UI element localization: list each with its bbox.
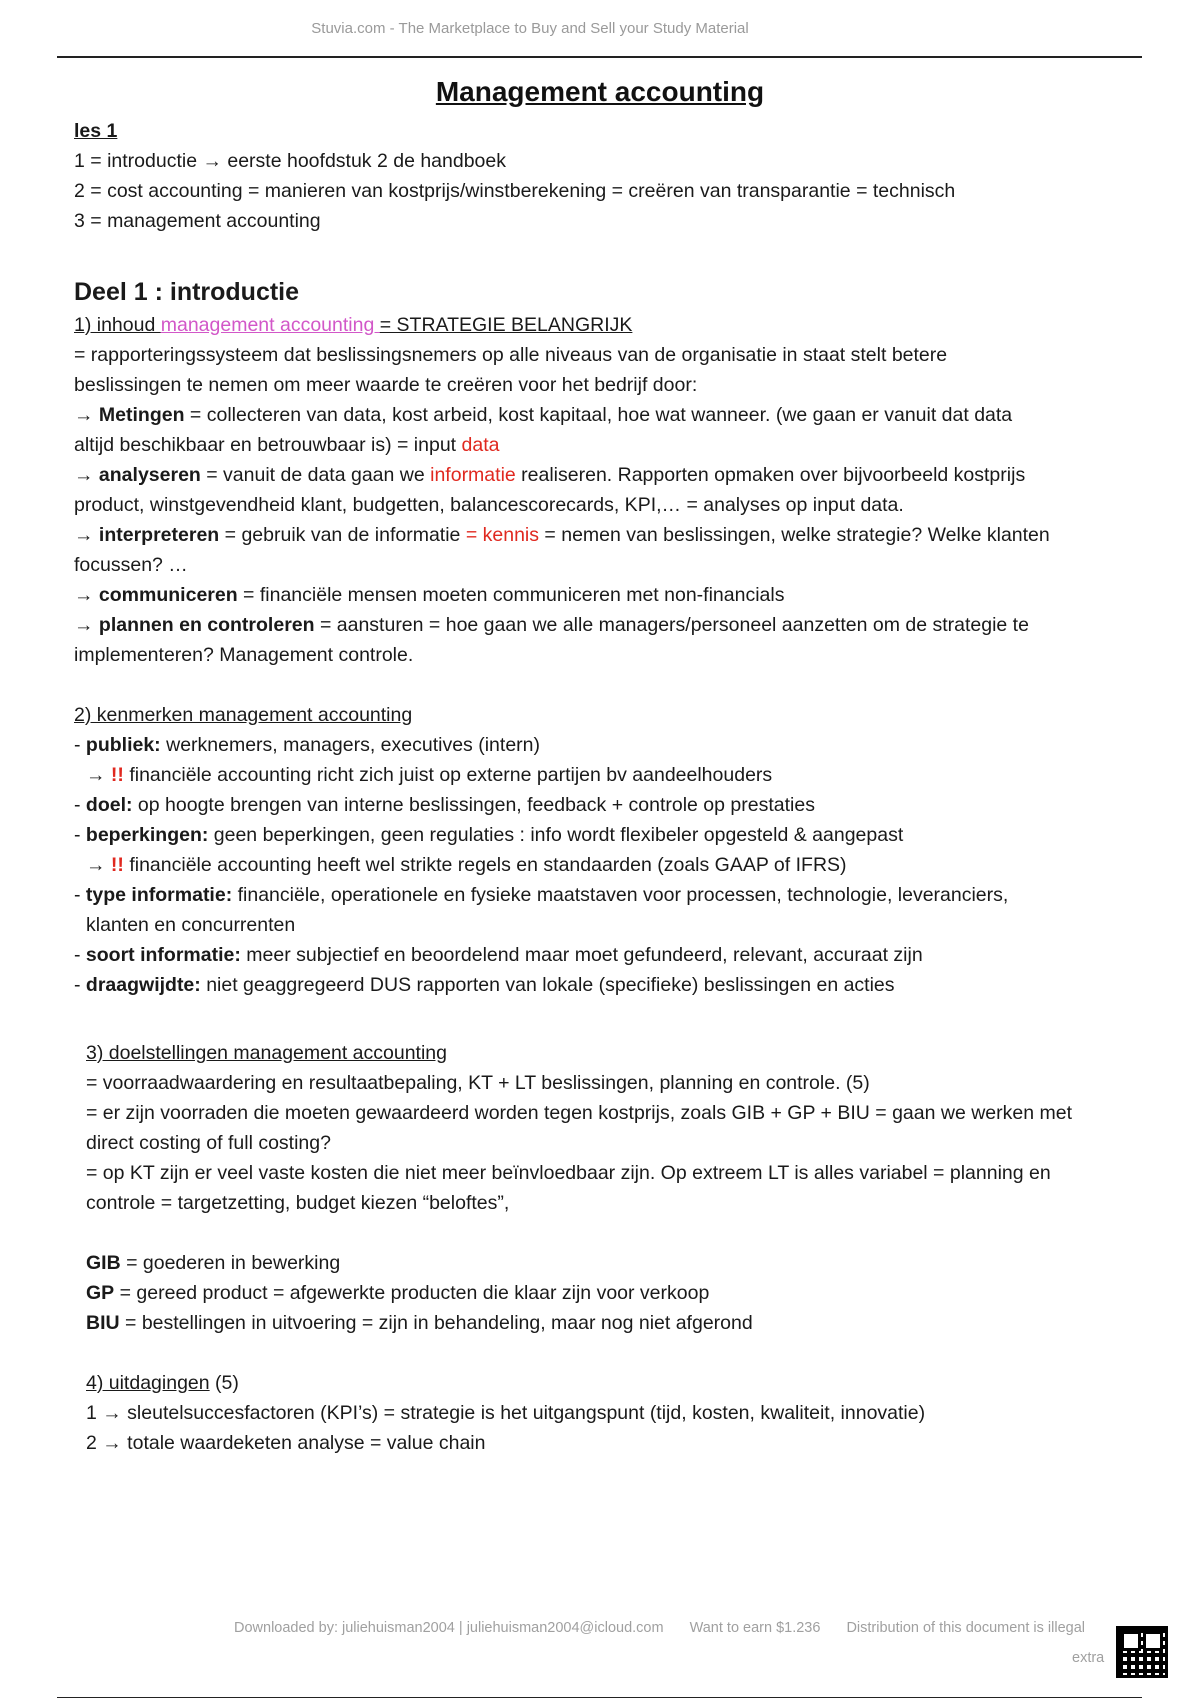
earn-link[interactable]: Want to earn $1.236 — [689, 1620, 821, 1636]
definition-line: = rapporteringssysteem dat beslissingsnemers op alle niveaus van de organisatie in staat stelt betere — [74, 344, 948, 366]
document-title: Management accounting — [435, 76, 765, 107]
list-item: - publiek: werknemers, managers, executives (intern) — [74, 734, 540, 756]
s3-line: controle = targetzetting, budget kiezen “beloftes”, — [86, 1192, 510, 1214]
warning-mark: !! — [110, 764, 124, 786]
bullet-metingen-cont: altijd beschikbaar en betrouwbaar is) = input data — [74, 434, 500, 456]
s3-line: = er zijn voorraden die moeten gewaardeerd worden tegen kostprijs, zoals GIB + GP + BIU = gaan we werken met — [86, 1102, 1073, 1124]
bullet-analyseren-cont: product, winstgevendheid klant, budgetten, balancescorecards, KPI,… = analyses op input data. — [74, 494, 904, 516]
bullet-plannen: → plannen en controleren = aansturen = hoe gaan we alle managers/personeel aanzetten om de strategie te — [74, 614, 1029, 636]
list-item: - soort informatie: meer subjectief en beoordelend maar moet gefundeerd, relevant, accuraat zijn — [74, 944, 923, 966]
s3-line: = voorraadwaardering en resultaatbepaling, KT + LT beslissingen, planning en controle. (5) — [86, 1072, 870, 1094]
section4-heading: 4) uitdagingen (5) — [86, 1372, 239, 1394]
section3 — [74, 1038, 1114, 1458]
les-heading: les 1 — [74, 120, 118, 142]
list-item: - draagwijdte: niet geaggregeerd DUS rapporten van lokale (specifieke) beslissingen en acties — [74, 974, 895, 996]
list-item-cont: klanten en concurrenten — [86, 914, 296, 936]
bullet-communiceren: → communiceren = financiële mensen moeten communiceren met non-financials — [74, 584, 785, 606]
bullet-interpreteren: → interpreteren = gebruik van de informatie = kennis = nemen van beslissingen, welke strategie? Welke klanten — [74, 524, 1050, 546]
highlight-term: management accounting — [160, 314, 380, 336]
downloaded-by: Downloaded by: juliehuisman2004 | juliehuisman2004@icloud.com — [234, 1620, 664, 1636]
s3-line: = op KT zijn er veel vaste kosten die niet meer beïnvloedbaar zijn. Op extreem LT is alles variabel = planning en — [86, 1162, 1051, 1184]
qr-code-icon[interactable] — [1116, 1626, 1168, 1678]
section3-heading: 3) doelstellingen management accounting — [86, 1042, 447, 1064]
definition-line: beslissingen te nemen om meer waarde te creëren voor het bedrijf door: — [74, 374, 698, 396]
bullet-interpreteren-cont: focussen? … — [74, 554, 188, 576]
les-line-1: 1 = introductie → eerste hoofdstuk 2 de handboek — [74, 150, 506, 172]
term-gp: GP = gereed product = afgewerkte producten die klaar zijn voor verkoop — [86, 1282, 710, 1304]
footer-extra: extra — [1072, 1650, 1105, 1666]
list-item: - type informatie: financiële, operationele en fysieke maatstaven voor processen, technologie, leveranciers, — [74, 884, 1009, 906]
bullet-metingen: → Metingen = collecteren van data, kost arbeid, kost kapitaal, hoe wat wanneer. (we gaan er vanuit dat data — [74, 404, 1013, 426]
warning-mark: !! — [110, 854, 124, 876]
bullet-analyseren: → analyseren = vanuit de data gaan we informatie realiseren. Rapporten opmaken over bijvoorbeeld kostprijs — [74, 464, 1026, 486]
download-footer — [234, 1620, 1111, 1636]
list-item: - doel: op hoogte brengen van interne beslissingen, feedback + controle op prestaties — [74, 794, 815, 816]
document-body — [74, 116, 1114, 1458]
term-biu: BIU = bestellingen in uitvoering = zijn in behandeling, maar nog niet afgerond — [86, 1312, 753, 1334]
deel1-heading: Deel 1 : introductie — [74, 278, 300, 306]
header-divider — [57, 56, 1142, 58]
bullet-plannen-cont: implementeren? Management controle. — [74, 644, 414, 666]
section1-heading: 1) inhoud management accounting = STRATEGIE BELANGRIJK — [74, 314, 633, 336]
note-item: → !! financiële accounting heeft wel strikte regels en standaarden (zoals GAAP of IFRS) — [86, 854, 847, 876]
note-item: → !! financiële accounting richt zich juist op externe partijen bv aandeelhouders — [86, 764, 773, 786]
term-gib: GIB = goederen in bewerking — [86, 1252, 341, 1274]
list-item: - beperkingen: geen beperkingen, geen regulaties : info wordt flexibeler opgesteld & aangepast — [74, 824, 904, 846]
les-line-2: 2 = cost accounting = manieren van kostprijs/winstberekening = creëren van transparantie = technisch — [74, 180, 956, 202]
les-line-3: 3 = management accounting — [74, 210, 321, 232]
distribution-notice: Distribution of this document is illegal — [846, 1620, 1085, 1636]
s4-line: 1 → sleutelsuccesfactoren (KPI’s) = strategie is het uitgangspunt (tijd, kosten, kwaliteit, innovatie) — [86, 1402, 926, 1424]
s4-line: 2 → totale waardeketen analyse = value chain — [86, 1432, 486, 1454]
section2-heading: 2) kenmerken management accounting — [74, 704, 413, 726]
s3-line: direct costing of full costing? — [86, 1132, 331, 1154]
site-header: Stuvia.com - The Marketplace to Buy and Sell your Study Material — [311, 20, 749, 37]
footer-divider — [57, 1697, 1142, 1698]
